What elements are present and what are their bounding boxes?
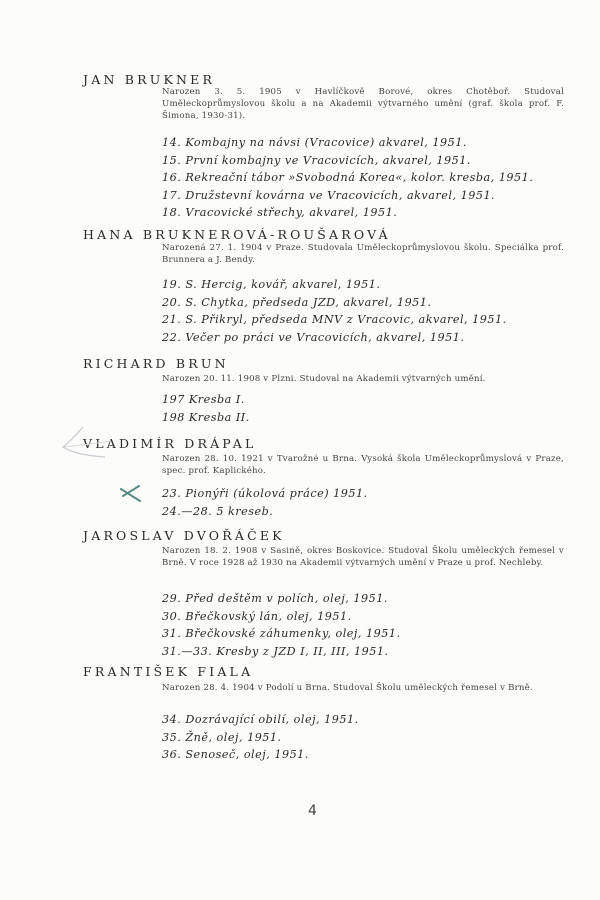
artist-bio: Narozen 3. 5. 1905 v Havlíčkově Borové, okres Chotěboř. Studoval Uměleckoprůmyslovou školu a na Akademii výtvarného umění (graf. škola prof. F. Šimona, 1930-31). [162,87,564,122]
artist-bio: Narozená 27. 1. 1904 v Praze. Studovala Uměleckoprůmyslovou školu. Speciálka prof. Brunnera a J. Bendy. [162,243,564,266]
work-item: 19. S. Hercig, kovář, akvarel, 1951. [162,278,381,291]
work-item: 24.—28. 5 kreseb. [162,504,274,518]
work-item: 35. Žně, olej, 1951. [162,730,282,744]
works-list [162,485,368,520]
artist-name: HANA BRUKNEROVÁ-ROUŠAROVÁ [83,227,391,242]
works-list [162,711,359,764]
pencil-bracket-icon [55,425,115,470]
work-item: 14. Kombajny na návsi (Vracovice) akvarel, 1951. [162,136,467,149]
works-list [162,276,507,346]
works-list [162,590,401,660]
work-item: 36. Senoseč, olej, 1951. [162,748,309,761]
work-item: 16. Rekreační tábor »Svobodná Korea«, kolor. kresba, 1951. [162,171,534,184]
works-list [162,391,250,426]
work-item: 21. S. Přikryl, předseda MNV z Vracovic, akvarel, 1951. [162,313,507,326]
work-item: 198 Kresba II. [162,410,250,424]
page-number: 4 [308,803,317,819]
work-item: 20. S. Chytka, předseda JZD, akvarel, 1951. [162,295,432,309]
work-item: 197 Kresba I. [162,393,245,406]
works-list [162,134,533,222]
work-item: 30. Břečkovský lán, olej, 1951. [162,609,352,623]
work-item: 31. Břečkovské záhumenky, olej, 1951. [162,627,401,640]
artist-name: FRANTIŠEK FIALA [83,664,254,679]
artist-bio: Narozen 18. 2. 1908 v Sasině, okres Boskovice. Studoval Školu uměleckých řemesel v Brně. V roce 1928 až 1930 na Akademii výtvarných umění v Praze u prof. Nechleby. [162,546,564,569]
work-item: 15. První kombajny ve Vracovicích, akvarel, 1951. [162,153,471,167]
artist-bio: Narozen 28. 10. 1921 v Tvarožné u Brna. Vysoká škola Uměleckoprůmyslová v Praze, spec. prof. Kaplického. [162,454,564,477]
artist-bio: Narozen 28. 4. 1904 v Podolí u Brna. Studoval Školu uměleckých řemesel v Brně. [162,683,533,693]
work-item: 22. Večer po práci ve Vracovicích, akvarel, 1951. [162,330,465,344]
work-item: 29. Před deštěm v polích, olej, 1951. [162,592,388,605]
artist-bio: Narozen 20. 11. 1908 v Plzni. Studoval na Akademii výtvarných umění. [162,374,486,384]
work-item: 17. Družstevní kovárna ve Vracovicích, akvarel, 1951. [162,188,496,202]
artist-name: VLADIMÍR DRÁPAL [83,436,257,451]
work-item: 31.—33. Kresby z JZD I, II, III, 1951. [162,644,389,658]
pencil-cross-icon [118,484,144,504]
artist-name: JAROSLAV DVOŘÁČEK [83,528,285,543]
artist-name: JAN BRUKNER [83,72,216,87]
work-item: 18. Vracovické střechy, akvarel, 1951. [162,206,398,219]
artist-name: RICHARD BRUN [83,356,229,371]
work-item: 34. Dozrávající obilí, olej, 1951. [162,713,359,726]
work-item: 23. Pionýři (úkolová práce) 1951. [162,487,368,500]
